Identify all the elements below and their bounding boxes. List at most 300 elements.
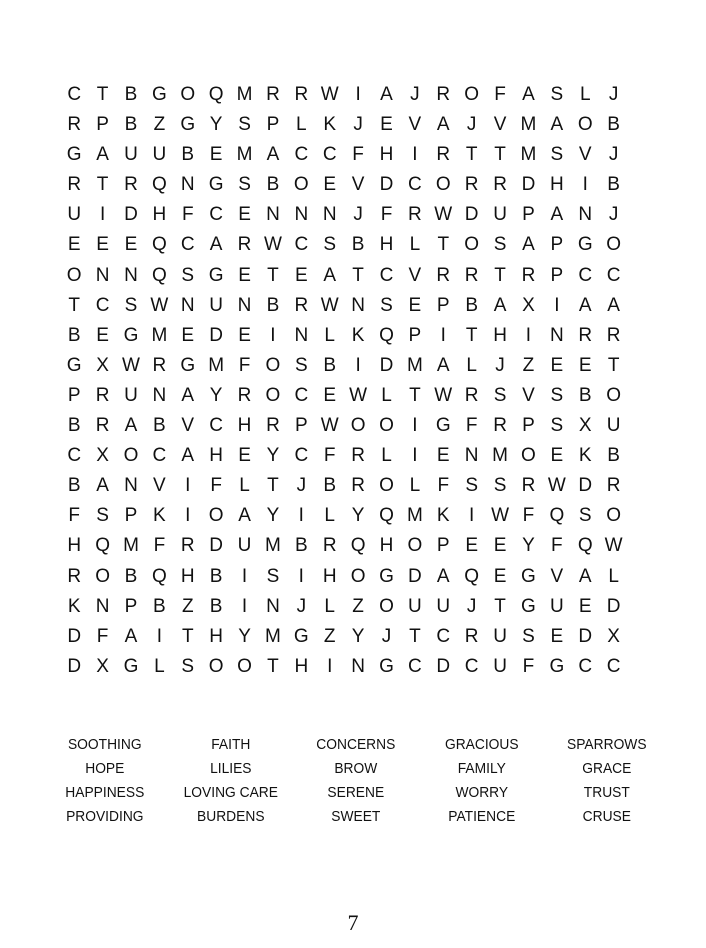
grid-letter: U [408,595,422,617]
grid-letter: P [522,415,535,437]
grid-letter: V [578,144,592,166]
grid-letter: N [294,204,309,226]
grid-letter: H [237,415,252,437]
grid-letter: O [208,655,224,677]
grid-letter: P [67,384,81,406]
grid-letter: Q [208,84,224,105]
grid-letter: B [607,174,620,196]
grid-letter: U [606,415,621,437]
grid-letter: U [124,144,138,166]
grid-letter: G [123,324,139,346]
grid-letter: H [152,204,167,226]
grid-letter: B [124,114,138,136]
grid-letter: E [380,114,393,136]
grid-letter: T [96,174,109,196]
grid-letter: P [266,114,280,136]
grid-letter: M [151,324,168,346]
grid-letter: C [294,445,309,467]
grid-letter: H [209,625,224,647]
grid-letter: K [578,445,592,467]
grid-letter: E [238,264,251,286]
grid-letter: Q [577,535,593,557]
grid-letter: O [293,174,309,196]
grid-letter: D [578,625,593,647]
grid-letter: J [495,354,505,376]
grid-letter: P [522,204,535,226]
word-list-item: PATIENCE [448,808,516,825]
grid-letter: T [352,264,364,286]
grid-letter: C [67,84,82,105]
grid-letter: I [156,625,162,647]
grid-letter: L [324,595,335,617]
grid-letter: P [436,294,450,316]
grid-letter: E [96,234,109,256]
grid-letter: O [464,84,480,105]
grid-letter: F [181,204,194,226]
grid-letter: I [355,354,361,376]
grid-letter: D [379,354,394,376]
grid-letter: B [323,475,337,497]
grid-letter: E [294,264,308,286]
grid-letter: O [265,384,281,406]
grid-letter: E [436,445,450,467]
grid-letter: L [381,445,392,467]
grid-letter: C [209,415,224,437]
grid-letter: I [298,565,304,587]
grid-letter: H [493,324,507,346]
grid-letter: A [578,294,592,316]
grid-letter: R [436,84,451,105]
grid-letter: A [124,415,138,437]
grid-letter: K [153,505,166,527]
grid-letter: G [379,655,394,677]
grid-letter: U [493,625,507,647]
grid-letter: I [241,595,248,617]
grid-letter: O [180,84,196,105]
grid-letter: B [153,415,166,437]
grid-letter: U [237,535,252,557]
grid-letter: S [181,655,195,677]
grid-letter: B [124,84,138,105]
grid-letter: B [465,294,478,316]
grid-letter: W [320,415,339,437]
grid-letter: U [67,204,82,226]
grid-letter: E [408,294,422,316]
grid-letter: O [379,595,394,617]
grid-letter: Q [464,565,480,587]
grid-letter: R [180,535,195,557]
grid-letter: S [238,174,251,196]
grid-letter: D [67,655,82,677]
grid-letter: E [209,144,223,166]
grid-letter: R [521,475,536,497]
grid-letter: B [294,535,308,557]
letter-grid [60,80,628,682]
grid-letter: Y [266,505,280,527]
grid-letter: T [181,625,194,647]
grid-letter: P [550,234,564,256]
grid-letter: L [154,655,165,677]
grid-letter: A [436,114,450,136]
grid-letter: H [379,535,394,557]
grid-letter: R [95,384,110,406]
grid-letter: N [464,445,479,467]
grid-letter: J [410,84,420,105]
grid-letter: B [67,324,81,346]
grid-letter: B [209,595,223,617]
word-list-item: GRACE [582,760,632,777]
grid-letter: E [550,625,564,647]
grid-letter: L [239,475,250,497]
grid-letter: T [409,384,421,406]
grid-letter: R [436,264,451,286]
grid-letter: L [466,354,477,376]
grid-letter: C [67,445,82,467]
grid-letter: H [180,565,195,587]
grid-letter: V [408,114,422,136]
grid-letter: C [209,204,224,226]
grid-letter: G [293,625,309,647]
grid-letter: C [578,655,593,677]
grid-letter: D [408,565,422,587]
grid-letter: D [124,204,138,226]
grid-letter: F [494,84,506,105]
grid-letter: B [181,144,195,166]
grid-letter: A [522,84,535,105]
grid-letter: P [550,264,564,286]
grid-letter: G [180,114,196,136]
word-list-item: SWEET [331,808,381,825]
grid-letter: C [152,445,167,467]
grid-letter: Z [522,354,535,376]
grid-letter: A [96,144,109,166]
grid-letter: G [379,565,394,587]
grid-letter: F [153,535,166,557]
grid-letter: Q [549,505,565,527]
grid-letter: R [351,475,365,497]
grid-letter: Z [323,625,336,647]
grid-letter: W [604,535,623,557]
grid-letter: O [407,535,423,557]
grid-letter: R [464,264,479,286]
grid-letter: F [522,505,535,527]
grid-letter: Y [238,625,251,647]
word-list-item: WORRY [455,784,508,801]
grid-letter: C [294,234,309,256]
grid-letter: B [67,415,81,437]
grid-letter: E [550,445,564,467]
grid-letter: I [412,445,418,467]
grid-letter: O [350,415,366,437]
grid-letter: W [150,294,169,316]
grid-letter: R [266,415,280,437]
grid-letter: B [67,475,81,497]
word-list [42,733,670,829]
grid-letter: N [294,324,309,346]
grid-letter: J [296,475,307,497]
grid-letter: R [606,324,621,346]
grid-letter: T [607,354,620,376]
grid-letter: H [209,445,224,467]
grid-letter: C [606,655,621,677]
grid-letter: R [322,535,337,557]
grid-letter: O [606,384,621,406]
grid-letter: H [549,174,564,196]
grid-letter: S [550,384,564,406]
grid-letter: C [294,144,309,166]
grid-letter: Y [351,505,365,527]
word-list-item: CRUSE [583,808,632,825]
grid-letter: P [124,505,138,527]
grid-letter: K [67,595,81,617]
grid-letter: N [124,475,138,497]
grid-letter: V [153,475,166,497]
grid-letter: A [181,445,195,467]
grid-letter: S [578,505,592,527]
grid-letter: S [550,84,564,105]
grid-letter: R [67,174,82,196]
grid-letter: S [380,294,393,316]
grid-letter: E [578,354,592,376]
grid-letter: S [323,234,337,256]
grid-letter: R [493,174,507,196]
grid-letter: N [180,174,195,196]
grid-letter: G [577,234,593,256]
grid-letter: Q [151,174,167,196]
grid-letter: R [294,84,309,105]
grid-letter: Z [181,595,194,617]
grid-letter: Y [522,535,535,557]
grid-letter: N [152,384,167,406]
grid-letter: V [181,415,195,437]
grid-letter: F [380,204,393,226]
grid-letter: R [521,264,536,286]
grid-letter: R [237,234,252,256]
grid-letter: O [123,445,139,467]
grid-letter: B [124,565,138,587]
grid-letter: S [266,565,280,587]
grid-letter: S [96,505,109,527]
grid-letter: E [323,174,337,196]
grid-letter: A [493,294,507,316]
grid-letter: N [124,264,138,286]
grid-letter: F [352,144,364,166]
grid-letter: J [353,204,363,226]
grid-letter: H [322,565,337,587]
word-list-item: SERENE [327,784,385,801]
grid-letter: O [606,505,621,527]
grid-letter: A [124,625,138,647]
grid-letter: F [96,625,109,647]
grid-letter: N [549,324,564,346]
grid-letter: F [437,475,450,497]
grid-letter: F [323,445,336,467]
grid-letter: C [180,234,195,256]
grid-letter: R [124,174,138,196]
grid-letter: I [469,505,475,527]
grid-letter: D [578,475,593,497]
grid-letter: N [351,655,365,677]
grid-letter: A [209,234,223,256]
grid-letter: Q [151,565,167,587]
grid-letter: U [436,595,451,617]
grid-letter: M [236,144,253,166]
grid-letter: J [466,114,477,136]
grid-letter: Q [151,264,167,286]
grid-letter: I [582,174,588,196]
grid-letter: I [241,565,248,587]
grid-letter: A [323,264,337,286]
grid-letter: N [237,294,252,316]
grid-letter: N [578,204,593,226]
grid-letter: C [322,144,337,166]
grid-letter: S [493,384,507,406]
grid-letter: E [465,535,478,557]
grid-letter: W [434,204,453,226]
grid-letter: P [408,324,422,346]
grid-letter: D [464,204,479,226]
word-list-item: BURDENS [196,808,265,825]
grid-letter: Q [95,535,110,557]
grid-letter: I [327,655,333,677]
grid-letter: N [95,264,110,286]
grid-letter: K [323,114,337,136]
grid-letter: L [409,234,421,256]
grid-letter: T [494,264,506,286]
grid-letter: V [408,264,422,286]
grid-letter: C [578,264,593,286]
grid-letter: V [351,174,365,196]
grid-letter: P [436,535,450,557]
grid-letter: I [185,475,191,497]
grid-letter: Q [379,324,394,346]
grid-letter: R [351,445,365,467]
grid-letter: O [350,565,366,587]
grid-letter: F [238,354,251,376]
grid-letter: W [349,384,368,406]
grid-letter: M [236,84,253,105]
grid-letter: O [379,475,394,497]
grid-letter: R [606,475,621,497]
grid-letter: R [493,415,507,437]
grid-letter: I [440,324,446,346]
word-list-item: LOVING CARE [183,784,278,801]
grid-letter: D [606,595,621,617]
grid-letter: A [550,114,564,136]
grid-letter: G [208,174,224,196]
grid-letter: G [123,655,139,677]
grid-letter: M [123,535,139,557]
grid-letter: G [435,415,451,437]
grid-letter: D [67,625,82,647]
grid-letter: M [406,354,423,376]
grid-letter: U [124,384,138,406]
grid-letter: W [491,505,510,527]
grid-letter: Q [379,505,394,527]
grid-letter: S [493,475,507,497]
grid-letter: O [435,174,451,196]
grid-letter: R [266,84,280,105]
word-list-item: TRUST [584,784,631,801]
grid-letter: I [99,204,106,226]
grid-letter: D [379,174,394,196]
grid-letter: G [151,84,167,105]
grid-letter: I [185,505,191,527]
grid-letter: R [67,114,82,136]
grid-letter: P [124,595,138,617]
grid-letter: T [494,595,506,617]
grid-letter: T [96,84,109,105]
grid-letter: I [525,324,532,346]
grid-letter: X [522,294,535,316]
grid-letter: L [579,84,591,105]
grid-letter: B [578,384,592,406]
grid-letter: O [379,415,394,437]
grid-letter: D [209,535,224,557]
grid-letter: E [493,565,507,587]
grid-letter: I [412,415,418,437]
grid-letter: T [267,655,279,677]
grid-letter: L [324,324,335,346]
grid-letter: R [578,324,593,346]
grid-letter: O [237,655,252,677]
grid-letter: J [608,204,619,226]
grid-letter: X [607,625,620,647]
grid-letter: B [266,174,280,196]
grid-letter: U [209,294,224,316]
grid-letter: P [96,114,109,136]
grid-letter: I [554,294,560,316]
grid-letter: U [152,144,167,166]
grid-letter: R [436,144,451,166]
grid-letter: M [492,445,508,467]
grid-letter: S [550,144,564,166]
word-list-item: SPARROWS [567,736,647,753]
grid-letter: H [379,144,394,166]
grid-letter: U [493,204,507,226]
grid-letter: B [351,234,365,256]
grid-letter: A [181,384,195,406]
grid-letter: E [578,595,592,617]
page-number: 7 [347,910,359,935]
grid-letter: G [521,565,536,587]
grid-letter: R [95,415,110,437]
grid-letter: Y [266,445,280,467]
grid-letter: L [409,475,421,497]
grid-letter: L [381,384,392,406]
grid-letter: R [237,384,252,406]
grid-letter: M [406,505,423,527]
grid-letter: I [270,324,276,346]
grid-letter: A [607,294,620,316]
grid-letter: W [547,475,566,497]
grid-letter: W [263,234,282,256]
grid-letter: Y [351,625,365,647]
grid-letter: Z [153,114,166,136]
word-list-item: SOOTHING [67,736,142,753]
grid-letter: W [122,354,140,376]
grid-letter: B [209,565,223,587]
grid-letter: B [266,294,280,316]
grid-letter: T [494,144,506,166]
grid-letter: S [238,114,251,136]
word-list-item: CONCERNS [316,736,396,753]
grid-letter: C [464,655,479,677]
grid-letter: E [238,204,251,226]
grid-letter: M [265,535,281,557]
grid-letter: E [96,324,109,346]
grid-letter: G [180,354,196,376]
